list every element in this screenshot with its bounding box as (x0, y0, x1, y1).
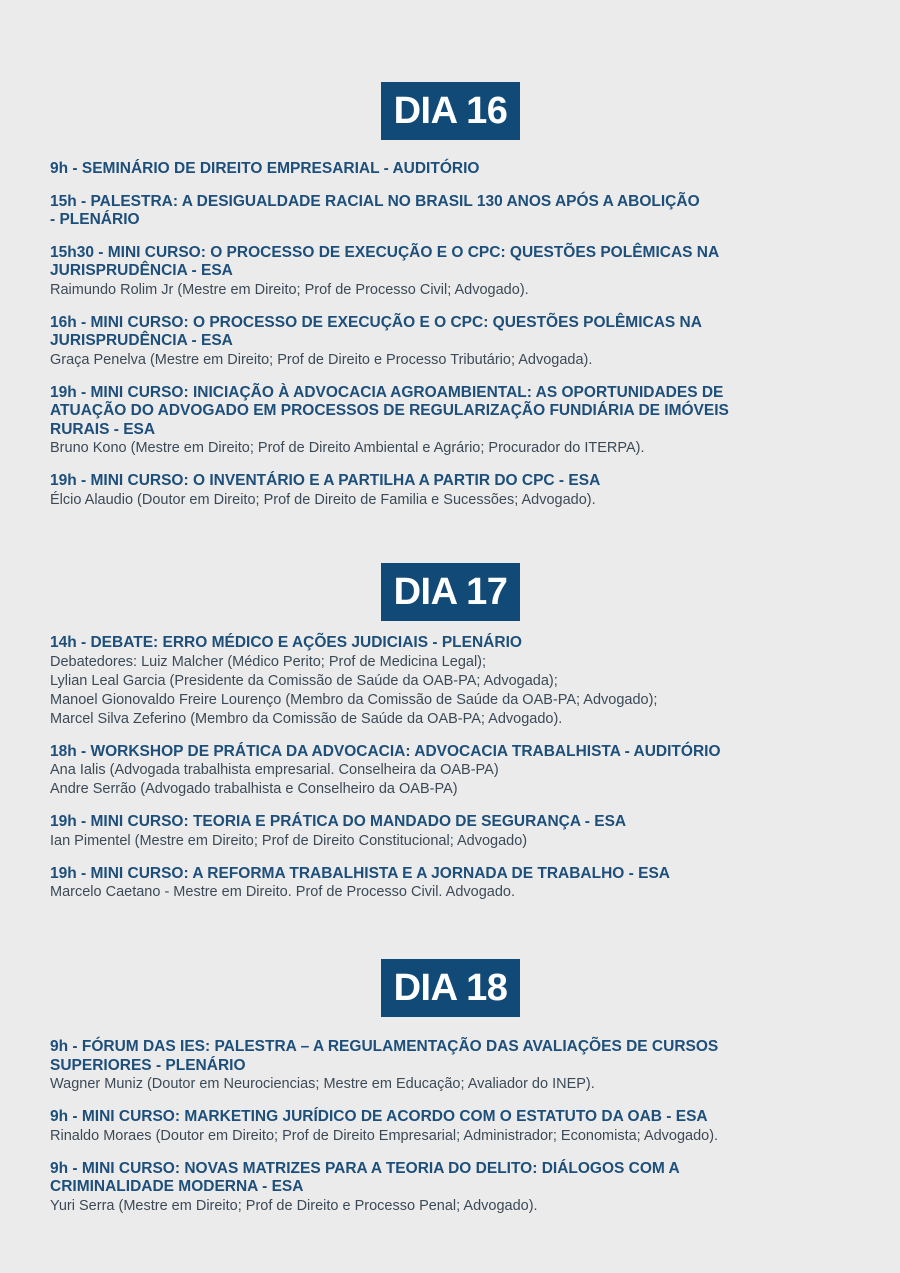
event-speaker: Debatedores: Luiz Malcher (Médico Perito; Prof de Medicina Legal); Lylian Leal Garcia (Presidente da Comissão de Saúde da OAB-PA; Advogada); Manoel Gionovaldo Freire Lourenço (Membro da Comissão de Saúde da OAB-PA; Advogado); Marcel Silva Zeferino (Membro da Comissão de Saúde da OAB-PA; Advogado). (50, 653, 658, 727)
event-speaker: Ian Pimentel (Mestre em Direito; Prof de Direito Constitucional; Advogado) (50, 832, 528, 849)
event-title: 15h - PALESTRA: A DESIGUALDADE RACIAL NO BRASIL 130 ANOS APÓS A ABOLIÇÃO - PLENÁRIO (50, 192, 700, 228)
event-item (50, 384, 840, 459)
day-18-schedule (50, 1038, 840, 1230)
event-item (50, 472, 840, 510)
event-item (50, 1038, 840, 1094)
day-17-badge: DIA 17 (381, 563, 520, 621)
event-speaker: Wagner Muniz (Doutor em Neurociencias; Mestre em Educação; Avaliador do INEP). (50, 1076, 595, 1092)
event-title: 19h - MINI CURSO: O INVENTÁRIO E A PARTILHA A PARTIR DO CPC - ESA (50, 472, 601, 489)
event-speaker: Marcelo Caetano - Mestre em Direito. Prof de Processo Civil. Advogado. (50, 884, 516, 900)
event-item (50, 743, 840, 800)
event-title: 15h30 - MINI CURSO: O PROCESSO DE EXECUÇÃO E O CPC: QUESTÕES POLÊMICAS NA JURISPRUDÊNCIA - ESA (50, 243, 720, 279)
event-item (50, 244, 840, 300)
event-item (50, 193, 840, 230)
event-item (50, 1108, 840, 1146)
event-title: 19h - MINI CURSO: A REFORMA TRABALHISTA E A JORNADA DE TRABALHO - ESA (50, 864, 670, 882)
event-speaker: Raimundo Rolim Jr (Mestre em Direito; Prof de Processo Civil; Advogado). (50, 281, 529, 298)
day-18-badge: DIA 18 (381, 959, 520, 1017)
event-title: 9h - SEMINÁRIO DE DIREITO EMPRESARIAL - AUDITÓRIO (50, 160, 480, 177)
event-item (50, 314, 840, 370)
event-speaker: Ana Ialis (Advogada trabalhista empresarial. Conselheira da OAB-PA) Andre Serrão (Advogado trabalhista e Conselheiro da OAB-PA) (50, 762, 499, 797)
event-title: 19h - MINI CURSO: TEORIA E PRÁTICA DO MANDADO DE SEGURANÇA - ESA (50, 813, 627, 830)
event-speaker: Graça Penelva (Mestre em Direito; Prof de Direito e Processo Tributário; Advogada). (50, 351, 593, 368)
day-16-schedule (50, 160, 840, 524)
event-title: 14h - DEBATE: ERRO MÉDICO E AÇÕES JUDICIAIS - PLENÁRIO (50, 634, 522, 651)
event-title: 9h - MINI CURSO: MARKETING JURÍDICO DE ACORDO COM O ESTATUTO DA OAB - ESA (50, 1108, 708, 1125)
event-item (50, 634, 840, 729)
event-item (50, 865, 840, 903)
event-title: 18h - WORKSHOP DE PRÁTICA DA ADVOCACIA: ADVOCACIA TRABALHISTA - AUDITÓRIO (50, 742, 721, 760)
event-speaker: Yuri Serra (Mestre em Direito; Prof de Direito e Processo Penal; Advogado). (50, 1197, 538, 1214)
event-title: 16h - MINI CURSO: O PROCESSO DE EXECUÇÃO E O CPC: QUESTÕES POLÊMICAS NA JURISPRUDÊNCIA - ESA (50, 313, 702, 349)
event-speaker: Bruno Kono (Mestre em Direito; Prof de Direito Ambiental e Agrário; Procurador do ITERPA). (50, 440, 645, 456)
day-17-schedule (50, 634, 840, 916)
event-title: 19h - MINI CURSO: INICIAÇÃO À ADVOCACIA AGROAMBIENTAL: AS OPORTUNIDADES DE ATUAÇÃO DO ADVOGADO EM PROCESSOS DE REGULARIZAÇÃO FUNDIÁRIA DE IMÓVEIS RURAIS - ESA (50, 383, 729, 438)
event-title: 9h - FÓRUM DAS IES: PALESTRA – A REGULAMENTAÇÃO DAS AVALIAÇÕES DE CURSOS SUPERIORES - PLENÁRIO (50, 1038, 719, 1074)
event-item (50, 1160, 840, 1216)
event-speaker: Élcio Alaudio (Doutor em Direito; Prof de Direito de Familia e Sucessões; Advogado). (50, 491, 596, 508)
event-item (50, 160, 840, 179)
event-title: 9h - MINI CURSO: NOVAS MATRIZES PARA A TEORIA DO DELITO: DIÁLOGOS COM A CRIMINALIDADE MODERNA - ESA (50, 1159, 680, 1195)
day-16-badge: DIA 16 (381, 82, 520, 140)
event-speaker: Rinaldo Moraes (Doutor em Direito; Prof de Direito Empresarial; Administrador; Economista; Advogado). (50, 1127, 719, 1144)
event-item (50, 813, 840, 851)
